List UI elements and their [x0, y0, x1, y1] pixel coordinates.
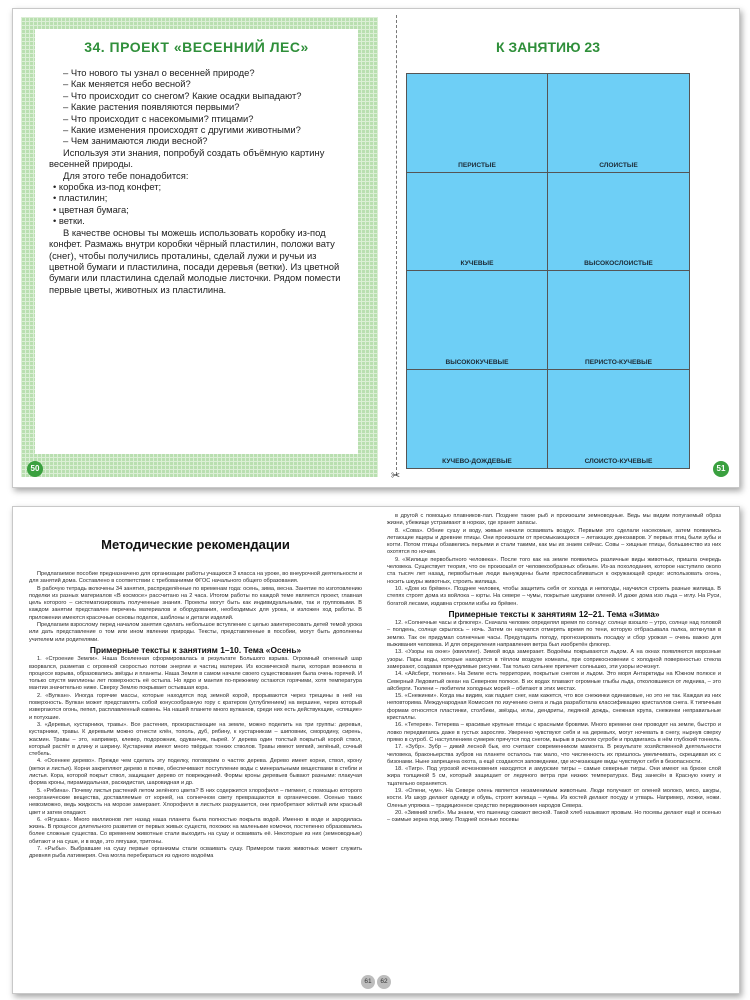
cloud-label: ПЕРИСТЫЕ [458, 161, 496, 169]
text-item: 5. «Рябина». Почему листья растений летом зелёного цвета? В них содержится хлорофилл – пигмент, с помощью которого неорганические вещества, доставляемые от корней, на солнечном свету превращаются в органические. Осенью таких невозможно, ведь жидкость на морозе замерзает. Хлорофилл в листьях разрушается, они приобретают жёлтый или красный цвет и затем опадают. [29, 787, 362, 816]
text-item: 12. «Солнечные часы и флюгер». Сначала человек определял время по солнцу: солнце взошло – утро, солнце над головой – полдень, солнце скрылось – ночь. Затем он научился отмерять время по тени, которую отбрасывала палка, воткнутая в землю. Так он придумал солнечные часы. Предугадать погоду, прогнозировать посадку и сбор урожая – очень важно для выживания человека. И для определения направления ветра был изобретён флюгер. [387, 620, 721, 649]
page-61 [23, 507, 368, 993]
text-item: 8. «Сова». Обние сушу и воду, живые начали осваивать воздух. Первыми это сделали насекомые, затем появились летающие ящеры и древние птицы. Они произошли от пресмыкающихся – летающих динозавров. У первых птиц были зубы и когти. Потом птицы обзавелись перьями и стали такими, как мы их знаем сейчас. Совы – хищные птицы, большинство из них охотятся по ночам. [387, 527, 721, 556]
project-panel [35, 29, 358, 454]
text-item: 6. «Ягушка». Много миллионов лет назад наша планета была полностью покрыта водой. Именно в воде и зародилась жизнь. В процессе длительного развития от первых живых существ, похожих на маленькие комочки, постепенно образовались более сложные существа. Со временем животные стали выходить на сушу и осваивать её. Некоторые из них (земноводные) обитают и на суше, и в воде, это лягушки, тритоны. [29, 816, 362, 845]
material-item: • цветная бумага; [53, 203, 129, 215]
lesson-title: К ЗАНЯТИЮ 23 [495, 39, 600, 55]
page-62 [383, 507, 729, 993]
text-item: 4. «Осеннее дерево». Прежде чем сделать эту поделку, поговорим о частях дерева. Дерево имеет корни, ствол, крону (ветки и листья). Корни закрепляют дерево в почве, обеспечивают поступление воды с минеральными веществами в стебли и листья. Кора, которой покрыт ствол, защищает дерево от повреждений. Формы кроны деревьев бывают разными: плакучая форма кроны, пирамидальная, раскидистая, шаровидная и др. [29, 758, 362, 787]
question-4: – Какие растения появляются первыми? [63, 101, 240, 113]
methodical-text [29, 571, 362, 973]
cloud-label: КУЧЕВЫЕ [460, 260, 494, 267]
cloud-label: СЛОИСТО-КУЧЕВЫЕ [584, 458, 653, 465]
material-item: • коробка из-под конфет; [53, 181, 162, 193]
cloud-cell [407, 74, 548, 173]
cloud-label: ВЫСОКОСЛОИСТЫЕ [584, 260, 653, 267]
cloud-label: ПЕРИСТО-КУЧЕВЫЕ [585, 358, 652, 366]
question-6: – Какие изменения происходят с другими животными? [63, 124, 301, 136]
intro-paragraph: Предлагаемое пособие предназначено для организации работы учащихся 3 класса на уроке, во внеурочной деятельности и для занятий дома. Составлено в соответствии с требованиями ФГОС начального общего образования. [29, 571, 362, 585]
cut-line [396, 15, 397, 475]
text-item: 17. «Зубр». Зубр – дикий лесной бык, его считают современником мамонта. В результате хозяйственной деятельности человека, браконьерства зубров на планете осталось так мало, что численность их пришлось увеличивать, скрещивая их с бизонами. Ныне запрещена охота, а ещё создаются заповедники, где исчезающие виды чувствуют себя в безопасности. [387, 744, 721, 765]
cloud-cell [548, 271, 689, 370]
project-body [49, 67, 349, 295]
project-instructions: В качестве основы ты можешь использовать коробку из-под конфет. Размажь внутри коробки чёрный пластилин, положи вату (снег), чтобы получились проталины, сделай лужи и ручьи из цветной бумаги и пластилина, посади деревья (ветки). Из цветной бумаги или пластилина сделай молодые листочки. Рядом помести первые цветы, животных из пластилина. [49, 226, 341, 295]
cloud-cell [407, 271, 548, 370]
page-number-badge: 61 [361, 975, 375, 989]
intro-paragraph: Предлагаем взрослому перед началом занятия сделать небольшое вступление с целью заинтересовать детей темой урока или дать представление о том или ином явлении природы. Тексты, представленные в пособии, могут быть дополнены учителем или родителями. [29, 622, 362, 643]
project-intro: Используя эти знания, попробуй создать объёмную картину весенней природы. [49, 146, 325, 170]
text-item: 2. «Вулкан». Иногда горячие массы, которые находятся под земной корой, прорываются через трещины в ней на поверхность. Вулкан может представлять собой конусообразную гору с кратером (углублением) на вершине, через который извергаются огонь, пепел, расплавленный камень. На нашей планете много вулканов, среди них есть действующие, «спящие» и потухшие. [29, 692, 362, 721]
text-item: 1. «Строение Земли». Наша Вселенная сформировалась в результате Большого взрыва. Огромный огненный шар взорвался, разметав с огромной скоростью потоки энергии и частиц материи. Из космической пыли, которая возникла в процессе взрыва, образовались звёзды и планеты. Наша Земля в самом начале своего существования была очень горячей. И только спустя миллионы лет поверхность её остыла. Но ядро и мантия по-прежнему остаются горячими, хотя температура мантии значительно ниже. Сверху Землю покрывает остывшая кора. [29, 656, 362, 692]
scissors-icon: ✂ [391, 470, 401, 482]
text-item: 20. «Зимний хлеб». Мы знаем, что пшеницу сажают весной. Такой хлеб называют яровым. Но посевы делают ещё и осенью – озимые зерна под зиму. Поздней осенью посевы [387, 809, 721, 824]
methodical-text-continued [387, 513, 721, 973]
text-item: 15. «Снежинки». Когда мы видим, как падает снег, нам кажется, что все снежинки одинаковые, но это не так. Каждая из них неповторима. Международная Комиссия по изучению снега и льда разработала классификацию кристаллов снега. К типичным формам относятся пластинки, столбики, звёзды, иглы, дендриты, ледяной дождь, снежная крупа, снежинки неправильные кристаллы. [387, 693, 721, 722]
cloud-label: ВЫСОКОКУЧЕВЫЕ [445, 358, 509, 366]
methodical-title: Методические рекомендации [101, 537, 290, 552]
text-item: 13. «Узоры на окне» (квиллинг). Зимой вода замерзает. Водоёмы покрываются льдом. А на окнах появляются морозные узоры. Пары воды, которые находятся в тёплом воздухе комнаты, при соприкосновении с холодной поверхностью стекла замерзают, создавая причудливые рисунки. Так только сильнее припечет солнышко, эти узоры исчезнут. [387, 649, 721, 670]
text-item: 9. «Жилище первобытного человека». После того как на земле появились различные виды животных, пришла очередь человека. Существует теория, что он произошёл от человекообразных обезьян. Из-за похолодания, которое наступило около ста тысяч лет назад, первобытные люди вынуждены были приспосабливаться к окружающей среде: использовать огонь, носить шкуры животных, строить жилища. [387, 556, 721, 585]
cloud-label: КУЧЕВО-ДОЖДЕВЫЕ [442, 458, 512, 465]
bottom-spread [12, 506, 740, 994]
cloud-types-grid [406, 73, 690, 469]
page-50 [13, 9, 388, 487]
question-7: – Чем занимаются люди весной? [63, 135, 208, 147]
project-title: 34. ПРОЕКТ «ВЕСЕННИЙ ЛЕС» [84, 39, 309, 55]
section-heading-autumn: Примерные тексты к занятиям 1–10. Тема «Осень» [89, 644, 302, 655]
material-item: • ветки. [53, 215, 85, 227]
page-number-badge: 50 [27, 461, 43, 477]
cloud-cell [407, 370, 548, 469]
page-number-badge: 51 [713, 461, 729, 477]
intro-paragraph: В рабочую тетрадь включены 34 занятия, распределённые по временам года: осень, зима, весна. Занятие по изготовлению поделки из разных материалов «В космосе» рассчитано на 2 часа. Итогом работы по каждой теме является проект, главная цель которого – систематизировать полученные знания. Проекты могут быть как индивидуальными, так и групповыми. В каждом занятии представлен перечень материалов и оборудования, необходимых для урока, и изложен ход работы. В приложении имеются красочные основы поделок, шаблоны и детали изделий. [29, 585, 362, 621]
text-item: в другой с помощью плавников-лап. Позднее такие рыб и произошли земноводные. Ведь мы видим попугаемый образ жизни, убежище устраивают в норках, где хранят запасы. [387, 513, 721, 527]
material-item: • пластилин; [53, 192, 108, 204]
question-1: – Что нового ты узнал о весенней природе? [63, 67, 255, 78]
materials-intro: Для этого тебе понадобится: [63, 169, 189, 181]
cloud-label: СЛОИСТЫЕ [599, 161, 638, 169]
question-3: – Что происходит со снегом? Какие осадки выпадают? [63, 89, 302, 101]
text-item: 19. «Олени, чум». На Севере олень является незаменимым животным. Люди получают от оленей молоко, мясо, шкуры, кости. Из шкур делают одежду и обувь, строят жилища – чумы. Из костей делают посуду и утварь. Например, ложки, ножи. Оленья упряжка – традиционное средство передвижения народов Севера. [387, 787, 721, 809]
section-heading-winter: Примерные тексты к занятиям 12–21. Тема «Зима» [448, 608, 660, 619]
top-spread [12, 8, 740, 488]
question-5: – Что происходит с насекомыми? птицами? [63, 112, 254, 124]
page-number-badge: 62 [377, 975, 391, 989]
question-2: – Как меняется небо весной? [63, 78, 191, 90]
text-item: 3. «Деревья, кустарники, травы». Все растения, произрастающие на земле, можно поделить на три группы: деревья, кустарники, травы. К деревьям можно отнести клён, тополь, дуб, рябину, к кустарникам – шиповник, смородину, сирень, жасмин. Травы – это, например, клевер, подорожник, одуванчик, пырей. У дерева один толстый покрытый корой ствол, который растёт в длину и ширину. Кустарники имеют много твёрдых тонких стволов. Травы имеют мягкий, зелёный, сочный стебель. [29, 721, 362, 758]
cloud-cell [548, 173, 689, 272]
cloud-cell [548, 370, 689, 469]
text-item: 16. «Тетерев». Тетерева – красивые крупные птицы с красными бровями. Много времени они проводят на земле, быстро и ловко передвигаясь даже в густых зарослях. Уверенно чувствуют себя и на деревьях, могут ночевать в снегу, нырнув сверху прямо в сугроб. С наступлением сумерек прячутся под снегом, вырыв в рыхлом сугробе и продвигаясь в нём глубокий тоннель. [387, 722, 721, 743]
text-item: 10. «Дом из брёвен». Позднее человек, чтобы защитить себя от холода и непогоды, научился строить разные жилища. В степях строят дома из войлока – юрты. На севере – чумы, покрытые шкурами оленей. И даже дома изо льда – иглу. На Руси, богатой лесами, издавна строили избы из брёвен. [387, 585, 721, 607]
cloud-cell [407, 173, 548, 272]
text-item: 14. «Айсберг, тюлени». На Земле есть территории, покрытые снегом и льдом. Это моря Антарктиды на Южном полюсе и Северный Ледовитый океан на Северном полюсе. В их водах плавают огромные глыбы льда, отколовшиеся от ледника, – это айсберги. Тюлени – любители холодных морей – обитают в этих местах. [387, 671, 721, 692]
materials-list [49, 181, 349, 227]
text-item: 7. «Рыбы». Выбравшие на сушу первые организмы стали осваивать сушу. Примером таких животных может служить древняя рыба латимерия. Она могла перебираться из одного водоёма [29, 845, 362, 860]
cloud-cell [548, 74, 689, 173]
text-item: 18. «Тигр». Под угрозой исчезновения находятся и амурские тигры – самые северные тигры. Они имеют на брюхе слой жира толщиной 5 см, который защищает от ледяного ветра при низких температурах. Вид занесён в Красную книгу и тщательно охраняется. [387, 766, 721, 787]
